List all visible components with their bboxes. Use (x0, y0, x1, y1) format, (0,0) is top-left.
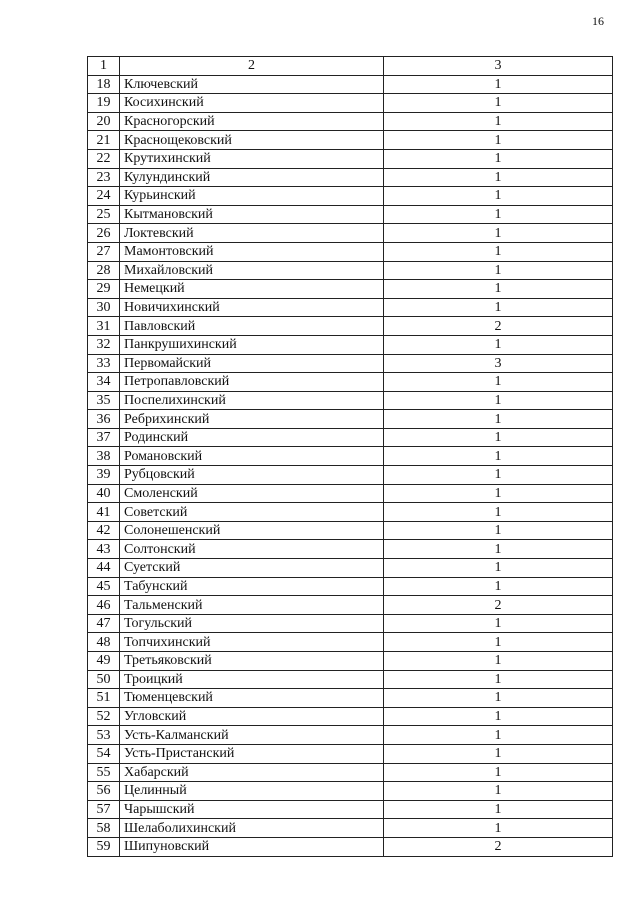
table-row (88, 633, 613, 652)
row-value: 1 (384, 112, 613, 131)
table-row (88, 503, 613, 522)
row-number: 48 (88, 633, 120, 652)
table-row (88, 707, 613, 726)
district-name: Смоленский (120, 484, 384, 503)
row-value: 1 (384, 707, 613, 726)
row-number: 57 (88, 800, 120, 819)
table-row (88, 596, 613, 615)
row-value: 1 (384, 298, 613, 317)
district-name: Романовский (120, 447, 384, 466)
row-value: 1 (384, 800, 613, 819)
district-name: Косихинский (120, 94, 384, 113)
district-name: Тальменский (120, 596, 384, 615)
row-number: 32 (88, 335, 120, 354)
district-name: Немецкий (120, 280, 384, 299)
row-number: 52 (88, 707, 120, 726)
column-header-1: 1 (88, 57, 120, 76)
table-row (88, 763, 613, 782)
row-value: 1 (384, 131, 613, 150)
row-number: 55 (88, 763, 120, 782)
table-body (88, 75, 613, 856)
row-number: 49 (88, 652, 120, 671)
row-number: 34 (88, 373, 120, 392)
district-name: Суетский (120, 559, 384, 578)
row-number: 33 (88, 354, 120, 373)
table-row (88, 335, 613, 354)
row-number: 47 (88, 614, 120, 633)
table-row (88, 242, 613, 261)
row-number: 50 (88, 670, 120, 689)
district-name: Целинный (120, 782, 384, 801)
row-number: 44 (88, 559, 120, 578)
row-value: 1 (384, 168, 613, 187)
row-number: 27 (88, 242, 120, 261)
row-value: 1 (384, 670, 613, 689)
row-value: 1 (384, 94, 613, 113)
table-row (88, 131, 613, 150)
row-number: 39 (88, 466, 120, 485)
district-name: Поспелихинский (120, 391, 384, 410)
table-row (88, 614, 613, 633)
district-name: Усть-Пристанский (120, 744, 384, 763)
district-name: Солтонский (120, 540, 384, 559)
district-name: Краснощековский (120, 131, 384, 150)
row-value: 1 (384, 763, 613, 782)
table-row (88, 782, 613, 801)
row-value: 1 (384, 540, 613, 559)
row-number: 22 (88, 149, 120, 168)
row-value: 2 (384, 837, 613, 856)
table-row (88, 577, 613, 596)
row-value: 1 (384, 373, 613, 392)
table-row (88, 428, 613, 447)
table-row (88, 112, 613, 131)
district-name: Советский (120, 503, 384, 522)
row-value: 1 (384, 633, 613, 652)
table-row (88, 298, 613, 317)
row-value: 1 (384, 205, 613, 224)
row-number: 40 (88, 484, 120, 503)
district-name: Шипуновский (120, 837, 384, 856)
row-number: 53 (88, 726, 120, 745)
row-value: 1 (384, 428, 613, 447)
table-row (88, 447, 613, 466)
district-name: Панкрушихинский (120, 335, 384, 354)
table-row (88, 652, 613, 671)
row-number: 46 (88, 596, 120, 615)
row-value: 1 (384, 652, 613, 671)
district-name: Шелаболихинский (120, 819, 384, 838)
row-value: 1 (384, 503, 613, 522)
district-name: Хабарский (120, 763, 384, 782)
row-number: 45 (88, 577, 120, 596)
row-number: 43 (88, 540, 120, 559)
table-row (88, 149, 613, 168)
row-value: 1 (384, 447, 613, 466)
row-number: 24 (88, 187, 120, 206)
row-number: 42 (88, 521, 120, 540)
table-row (88, 205, 613, 224)
district-name: Кулундинский (120, 168, 384, 187)
table-row (88, 689, 613, 708)
row-value: 1 (384, 689, 613, 708)
row-value: 2 (384, 596, 613, 615)
column-header-3: 3 (384, 57, 613, 76)
row-number: 30 (88, 298, 120, 317)
page-number: 16 (592, 14, 604, 28)
row-value: 1 (384, 75, 613, 94)
table-row (88, 521, 613, 540)
district-name: Кытмановский (120, 205, 384, 224)
table-row (88, 800, 613, 819)
table-row (88, 540, 613, 559)
district-name: Локтевский (120, 224, 384, 243)
row-number: 38 (88, 447, 120, 466)
row-value: 1 (384, 391, 613, 410)
row-number: 58 (88, 819, 120, 838)
row-value: 1 (384, 521, 613, 540)
row-value: 1 (384, 577, 613, 596)
district-name: Мамонтовский (120, 242, 384, 261)
district-name: Крутихинский (120, 149, 384, 168)
row-value: 1 (384, 242, 613, 261)
district-name: Петропавловский (120, 373, 384, 392)
table-row (88, 726, 613, 745)
district-name: Тюменцевский (120, 689, 384, 708)
district-name: Рубцовский (120, 466, 384, 485)
row-number: 35 (88, 391, 120, 410)
row-number: 41 (88, 503, 120, 522)
district-name: Топчихинский (120, 633, 384, 652)
row-value: 1 (384, 187, 613, 206)
row-value: 1 (384, 466, 613, 485)
table-row (88, 559, 613, 578)
district-name: Курьинский (120, 187, 384, 206)
table-row (88, 94, 613, 113)
table-row (88, 168, 613, 187)
row-value: 1 (384, 224, 613, 243)
row-number: 59 (88, 837, 120, 856)
district-name: Ребрихинский (120, 410, 384, 429)
table-row (88, 837, 613, 856)
row-number: 37 (88, 428, 120, 447)
row-number: 19 (88, 94, 120, 113)
row-number: 26 (88, 224, 120, 243)
row-value: 1 (384, 819, 613, 838)
district-name: Табунский (120, 577, 384, 596)
district-name: Угловский (120, 707, 384, 726)
district-name: Усть-Калманский (120, 726, 384, 745)
row-number: 56 (88, 782, 120, 801)
table-row (88, 744, 613, 763)
table-row (88, 224, 613, 243)
row-number: 21 (88, 131, 120, 150)
table-row (88, 317, 613, 336)
district-name: Павловский (120, 317, 384, 336)
row-value: 1 (384, 280, 613, 299)
row-number: 23 (88, 168, 120, 187)
column-header-2: 2 (120, 57, 384, 76)
row-value: 1 (384, 559, 613, 578)
district-name: Третьяковский (120, 652, 384, 671)
table-row (88, 354, 613, 373)
row-value: 1 (384, 261, 613, 280)
district-name: Красногорский (120, 112, 384, 131)
district-name: Новичихинский (120, 298, 384, 317)
row-value: 1 (384, 726, 613, 745)
table-row (88, 670, 613, 689)
row-number: 18 (88, 75, 120, 94)
table-row (88, 410, 613, 429)
district-name: Ключевский (120, 75, 384, 94)
table-row (88, 391, 613, 410)
district-name: Михайловский (120, 261, 384, 280)
districts-table (87, 56, 613, 857)
row-value: 3 (384, 354, 613, 373)
district-name: Солонешенский (120, 521, 384, 540)
table-row (88, 484, 613, 503)
row-value: 1 (384, 484, 613, 503)
row-value: 1 (384, 782, 613, 801)
district-name: Чарышский (120, 800, 384, 819)
row-value: 1 (384, 149, 613, 168)
district-name: Троицкий (120, 670, 384, 689)
row-number: 29 (88, 280, 120, 299)
row-number: 51 (88, 689, 120, 708)
row-number: 20 (88, 112, 120, 131)
table-row (88, 75, 613, 94)
table-row (88, 280, 613, 299)
row-number: 31 (88, 317, 120, 336)
table-row (88, 373, 613, 392)
district-name: Первомайский (120, 354, 384, 373)
row-value: 1 (384, 744, 613, 763)
district-name: Тогульский (120, 614, 384, 633)
row-number: 28 (88, 261, 120, 280)
row-value: 1 (384, 614, 613, 633)
row-number: 36 (88, 410, 120, 429)
table-header-row (88, 57, 613, 76)
district-name: Родинский (120, 428, 384, 447)
table-row (88, 261, 613, 280)
table-row (88, 819, 613, 838)
table-row (88, 187, 613, 206)
row-number: 54 (88, 744, 120, 763)
row-value: 1 (384, 410, 613, 429)
row-value: 1 (384, 335, 613, 354)
row-value: 2 (384, 317, 613, 336)
table-row (88, 466, 613, 485)
row-number: 25 (88, 205, 120, 224)
